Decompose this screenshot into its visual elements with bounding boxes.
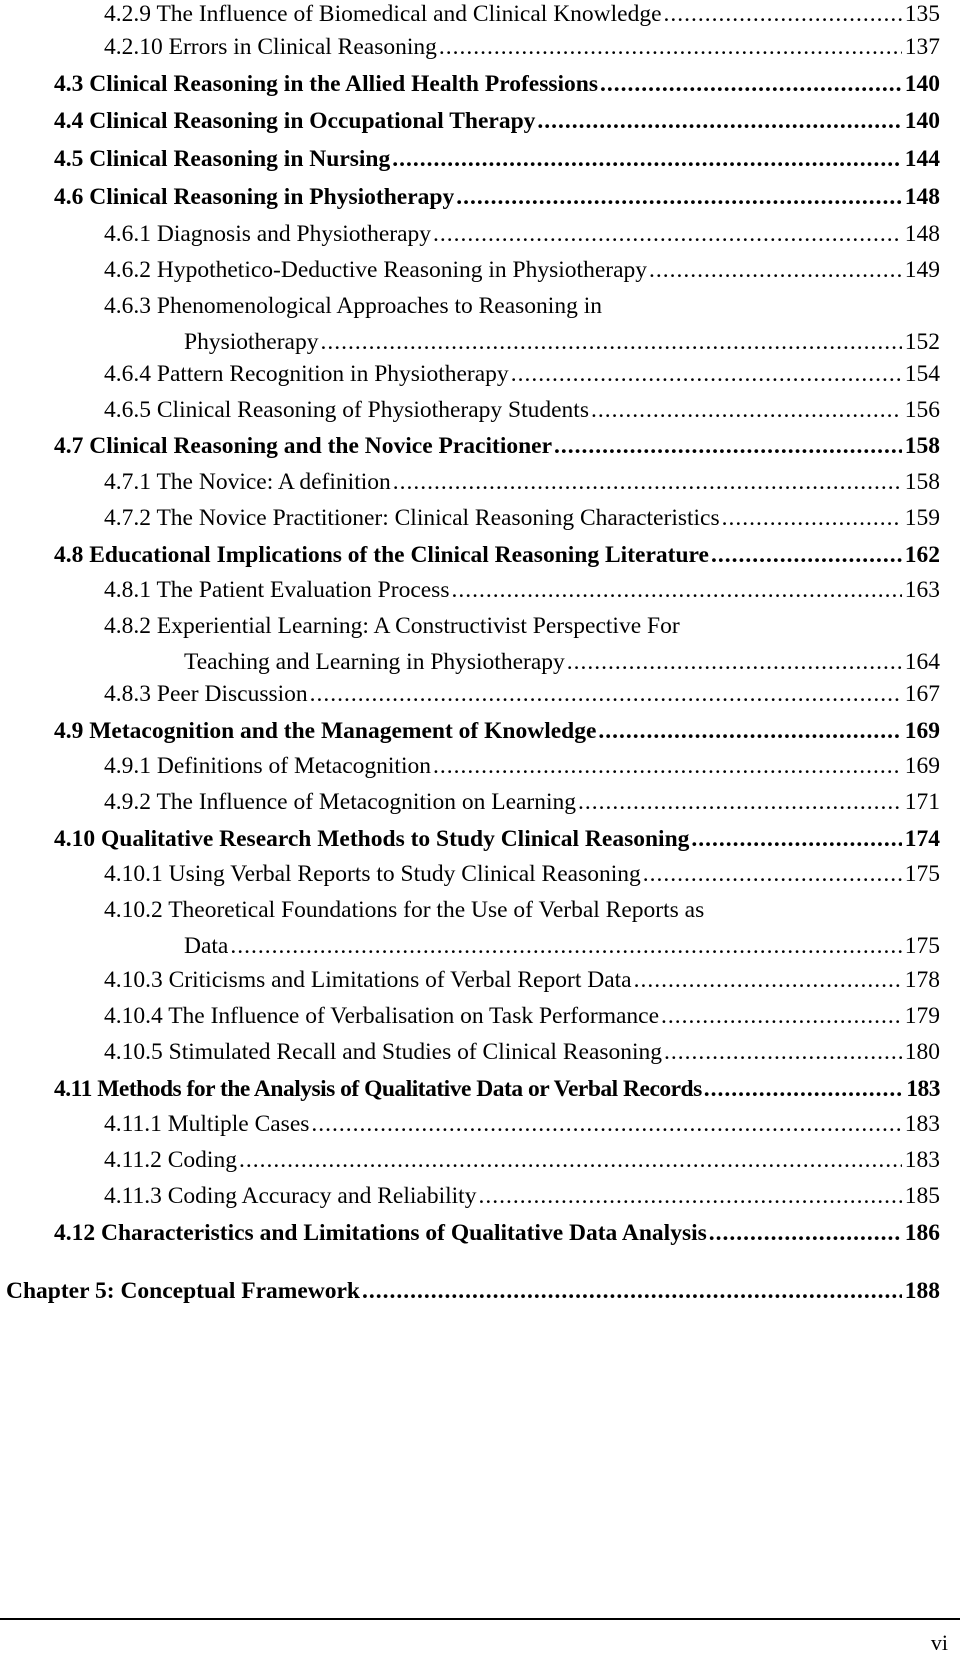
toc-entry[interactable]: [54, 537, 940, 573]
toc-entry[interactable]: [104, 356, 940, 392]
toc-entry[interactable]: [104, 784, 940, 820]
toc-entry-title: 4.11.1 Multiple Cases: [104, 1111, 310, 1137]
toc-entry-title: 4.7.1 The Novice: A definition: [104, 469, 391, 495]
toc-entry-title: 4.11.3 Coding Accuracy and Reliability: [104, 1183, 477, 1209]
toc-entry-page: 174: [904, 826, 940, 852]
toc-entry-page: 156: [904, 397, 940, 423]
toc-entry-page: 149: [904, 257, 940, 283]
toc-entry-page: 183: [906, 1076, 940, 1102]
toc-entry[interactable]: [54, 428, 940, 464]
toc-entry[interactable]: [54, 821, 940, 857]
toc-entry-page: 186: [904, 1220, 940, 1246]
toc-entry[interactable]: [54, 713, 940, 749]
toc-entry[interactable]: [104, 392, 940, 428]
toc-entry-title: 4.6.4 Pattern Recognition in Physiotherapy: [104, 361, 509, 387]
toc-entry-page: 188: [904, 1278, 940, 1304]
toc-entry[interactable]: [104, 856, 940, 892]
dot-leader: [456, 179, 902, 215]
toc-entry-title: 4.10.4 The Influence of Verbalisation on Task Performance: [104, 1003, 660, 1029]
toc-entry-title: 4.8.2 Experiential Learning: A Constructivist Perspective For: [104, 613, 680, 639]
toc-entry-title: 4.6.1 Diagnosis and Physiotherapy: [104, 221, 432, 247]
toc-entry-title: 4.3 Clinical Reasoning in the Allied Health Professions: [54, 71, 599, 97]
toc-entry-title: 4.2.10 Errors in Clinical Reasoning: [104, 34, 437, 60]
dot-leader: [634, 962, 902, 998]
dot-leader: [392, 141, 902, 177]
dot-leader: [393, 464, 902, 500]
dot-leader: [567, 644, 902, 680]
dot-leader: [691, 821, 901, 857]
toc-entry-page: 183: [904, 1147, 940, 1173]
toc-entry[interactable]: [104, 748, 940, 784]
toc-entry[interactable]: [104, 1034, 940, 1070]
toc-entry-title: 4.10.2 Theoretical Foundations for the Use of Verbal Reports as: [104, 897, 705, 923]
toc-entry[interactable]: [104, 676, 940, 712]
toc-entry-title: 4.12 Characteristics and Limitations of Qualitative Data Analysis: [54, 1220, 707, 1246]
toc-entry-page: 135: [904, 1, 940, 27]
toc-chapter-entry[interactable]: [6, 1273, 940, 1309]
toc-entry-page: 163: [904, 577, 940, 603]
dot-leader: [704, 1071, 903, 1107]
dot-leader: [320, 324, 901, 360]
toc-entry[interactable]: [54, 66, 940, 102]
toc-entry-page: 158: [904, 433, 940, 459]
dot-leader: [433, 216, 902, 252]
dot-leader: [239, 1142, 902, 1178]
toc-entry-page: 175: [904, 933, 940, 959]
dot-leader: [478, 1178, 901, 1214]
toc-entry-title: 4.10.5 Stimulated Recall and Studies of Clinical Reasoning: [104, 1039, 663, 1065]
toc-entry[interactable]: [104, 0, 940, 32]
dot-leader: [230, 928, 901, 964]
toc-entry-title: 4.6.5 Clinical Reasoning of Physiotherapy Students: [104, 397, 589, 423]
toc-entry-page: 144: [904, 146, 940, 172]
toc-entry-title: 4.10.1 Using Verbal Reports to Study Clinical Reasoning: [104, 861, 641, 887]
dot-leader: [661, 998, 902, 1034]
dot-leader: [578, 784, 902, 820]
toc-entry[interactable]: [54, 141, 940, 177]
toc-entry-title: 4.8.1 The Patient Evaluation Process: [104, 577, 450, 603]
toc-entry[interactable]: [104, 1178, 940, 1214]
toc-entry-page: 175: [904, 861, 940, 887]
toc-entry[interactable]: [104, 216, 940, 252]
toc-entry-page: 178: [904, 967, 940, 993]
dot-leader: [511, 356, 902, 392]
dot-leader: [591, 392, 902, 428]
toc-entry-title: 4.4 Clinical Reasoning in Occupational Therapy: [54, 108, 536, 134]
toc-entry[interactable]: [104, 1106, 940, 1142]
dot-leader: [433, 748, 902, 784]
toc-entry[interactable]: [104, 608, 940, 680]
toc-entry[interactable]: [104, 572, 940, 608]
toc-entry[interactable]: [54, 103, 940, 139]
toc-entry-title: 4.6 Clinical Reasoning in Physiotherapy: [54, 184, 455, 210]
toc-entry-title: 4.7 Clinical Reasoning and the Novice Pracitioner: [54, 433, 553, 459]
toc-entry[interactable]: [104, 1142, 940, 1178]
toc-entry[interactable]: [104, 252, 940, 288]
toc-entry-page: 148: [904, 184, 940, 210]
dot-leader: [664, 0, 902, 32]
dot-leader: [600, 66, 902, 102]
toc-entry[interactable]: [54, 1215, 940, 1251]
dot-leader: [310, 676, 902, 712]
toc-entry-title: 4.8.3 Peer Discussion: [104, 681, 308, 707]
toc-entry-title: 4.6.2 Hypothetico-Deductive Reasoning in Physiotherapy: [104, 257, 648, 283]
toc-entry-title: 4.9.1 Definitions of Metacognition: [104, 753, 431, 779]
toc-entry-title: 4.5 Clinical Reasoning in Nursing: [54, 146, 391, 172]
dot-leader: [362, 1273, 902, 1309]
toc-entry-page: 140: [904, 71, 940, 97]
toc-entry-page: 162: [904, 542, 940, 568]
toc-entry-title: 4.11 Methods for the Analysis of Qualitative Data or Verbal Records: [54, 1076, 702, 1102]
dot-leader: [711, 537, 902, 573]
toc-entry-title-continued: Teaching and Learning in Physiotherapy: [184, 649, 565, 675]
dot-leader: [598, 713, 901, 749]
dot-leader: [649, 252, 902, 288]
dot-leader: [722, 500, 902, 536]
toc-entry[interactable]: [54, 179, 940, 215]
toc-entry-page: 169: [904, 718, 940, 744]
toc-entry-page: 167: [904, 681, 940, 707]
toc-entry-title: 4.2.9 The Influence of Biomedical and Clinical Knowledge: [104, 1, 662, 27]
toc-entry-title: 4.11.2 Coding: [104, 1147, 237, 1173]
toc-entry-page: 159: [904, 505, 940, 531]
toc-entry-page: 169: [904, 753, 940, 779]
toc-entry-title: 4.9 Metacognition and the Management of Knowledge: [54, 718, 597, 744]
dot-leader: [664, 1034, 902, 1070]
footer-rule: [0, 1618, 960, 1620]
toc-entry[interactable]: [104, 500, 940, 536]
toc-entry-page: 158: [904, 469, 940, 495]
dot-leader: [537, 103, 901, 139]
dot-leader: [709, 1215, 902, 1251]
toc-entry-title: 4.6.3 Phenomenological Approaches to Reasoning in: [104, 293, 602, 319]
toc-entry-page: 148: [904, 221, 940, 247]
toc-entry-page: 152: [904, 329, 940, 355]
page-number: vi: [930, 1630, 948, 1655]
toc-entry-title: Chapter 5: Conceptual Framework: [6, 1278, 360, 1304]
dot-leader: [439, 29, 902, 65]
dot-leader: [643, 856, 902, 892]
toc-entry-page: 179: [904, 1003, 940, 1029]
toc-entry-page: 154: [904, 361, 940, 387]
toc-entry-page: 185: [904, 1183, 940, 1209]
toc-entry-page: 183: [904, 1111, 940, 1137]
toc-entry-title-continued: Physiotherapy: [184, 329, 319, 355]
toc-entry-title: 4.10 Qualitative Research Methods to Study Clinical Reasoning: [54, 826, 690, 852]
dot-leader: [451, 572, 901, 608]
toc-entry[interactable]: [54, 1071, 940, 1107]
toc-entry-title-continued: Data: [184, 933, 229, 959]
dot-leader: [311, 1106, 901, 1142]
toc-entry[interactable]: [104, 892, 940, 964]
toc-entry-title: 4.8 Educational Implications of the Clinical Reasoning Literature: [54, 542, 709, 568]
toc-entry-page: 164: [904, 649, 940, 675]
toc-entry-page: 137: [904, 34, 940, 60]
toc-entry-title: 4.9.2 The Influence of Metacognition on Learning: [104, 789, 577, 815]
toc-entry-page: 180: [904, 1039, 940, 1065]
toc-entry[interactable]: [104, 288, 940, 360]
toc-entry-page: 140: [904, 108, 940, 134]
toc-entry-title: 4.7.2 The Novice Practitioner: Clinical Reasoning Characteristics: [104, 505, 720, 531]
dot-leader: [554, 428, 902, 464]
toc-entry[interactable]: [104, 29, 940, 65]
toc-entry[interactable]: [104, 962, 940, 998]
toc-entry[interactable]: [104, 998, 940, 1034]
toc-entry-page: 171: [904, 789, 940, 815]
toc-entry[interactable]: [104, 464, 940, 500]
toc-entry-title: 4.10.3 Criticisms and Limitations of Verbal Report Data: [104, 967, 632, 993]
